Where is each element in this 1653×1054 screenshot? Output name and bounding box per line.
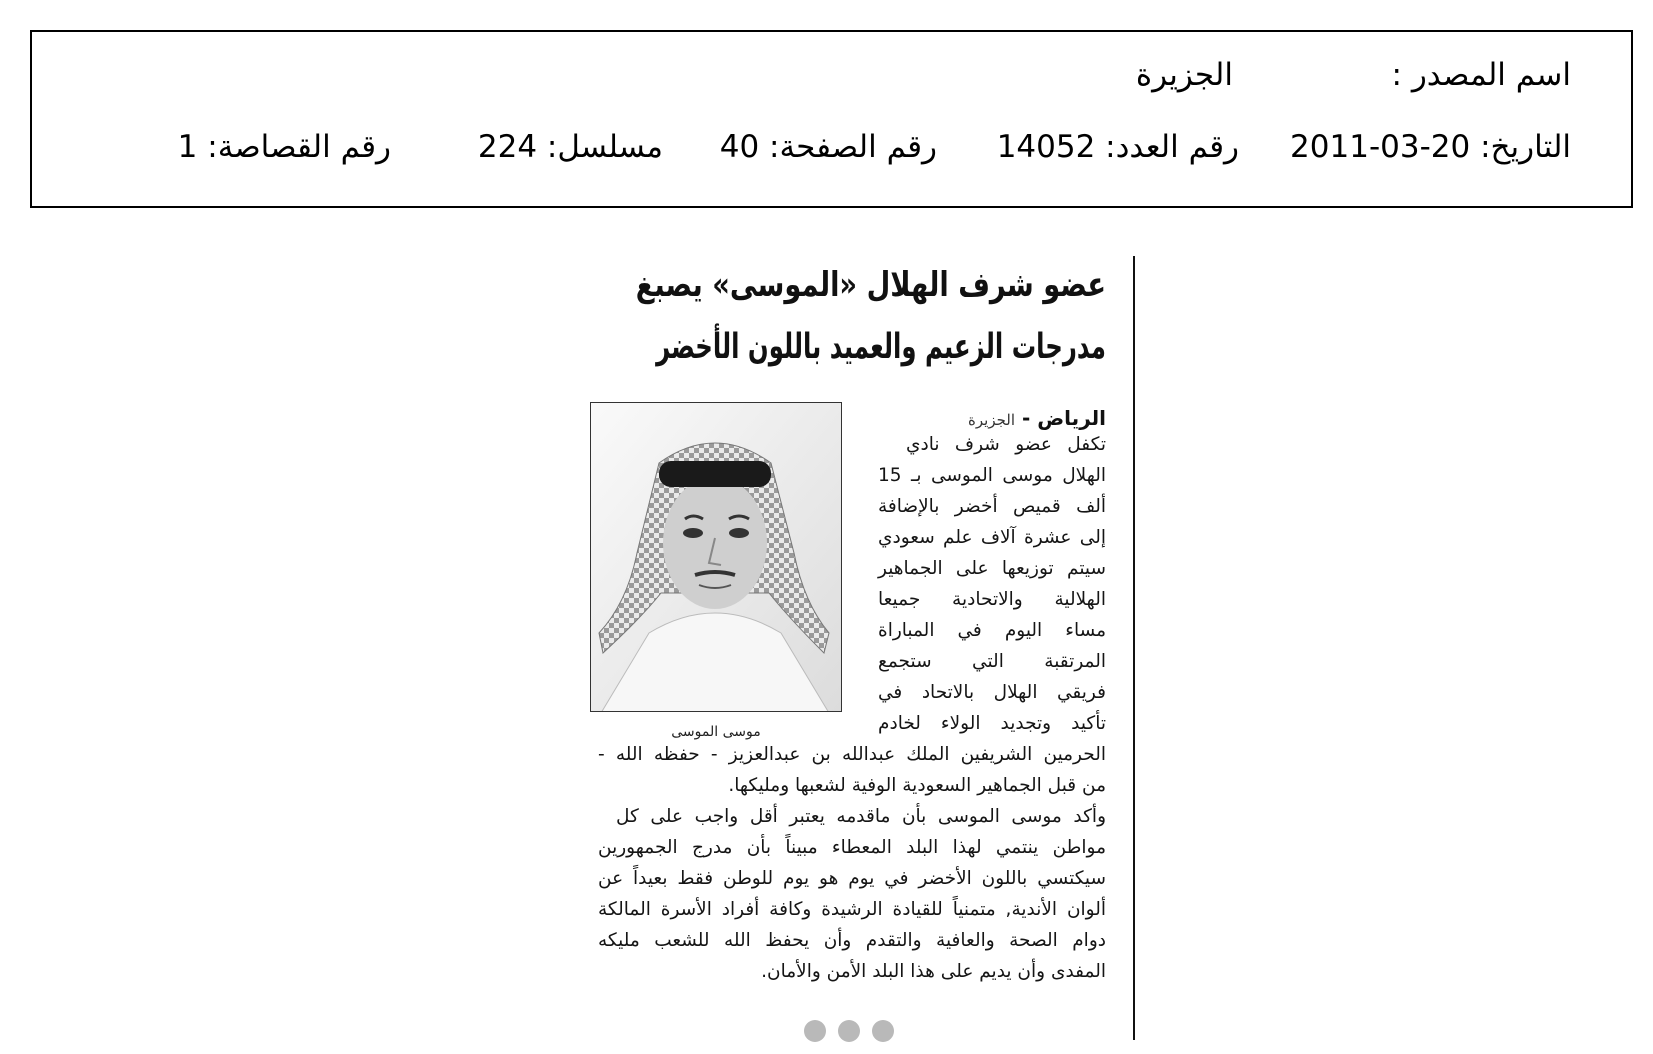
column-line-6: الهلالية والاتحادية جميعا [878,589,1106,610]
article-line-7: دوام الصحة والعافية والتقدم وأن يحفظ الله للشعب مليكه [598,930,1106,951]
column-line-1: تكفل عضو شرف نادي [906,434,1106,455]
column-rule [1133,256,1135,1040]
portrait-photo [590,402,842,712]
end-dot [804,1020,826,1042]
end-of-article-dots [798,1020,900,1046]
article-line-6: ألوان الأندية, متمنياً للقيادة الرشيدة وكافة أفراد الأسرة المالكة [598,899,1106,920]
clipping-header-box [30,30,1633,208]
column-line-3: ألف قميص أخضر بالإضافة [878,496,1106,517]
serial-field: مسلسل: 224 [477,129,663,165]
column-line-5: سيتم توزيعها على الجماهير [878,558,1106,579]
article-line-4: مواطن ينتمي لهذا البلد المعطاء مبيناً بأن مدرج الجمهورين [598,837,1106,858]
date-field: التاريخ: 20-03-2011 [1290,129,1571,165]
end-dot [838,1020,860,1042]
clip-number-field: رقم القصاصة: 1 [177,129,391,165]
article-line-8: المفدى وأن يديم على هذا البلد الأمن والأمان. [761,961,1106,982]
issue-number-field: رقم العدد: 14052 [996,129,1239,165]
headline-line-1: عضو شرف الهلال «الموسى» يصبغ [635,265,1106,305]
article-line-1: الحرمين الشريفين الملك عبدالله بن عبدالعزيز - حفظه الله - [598,744,1106,765]
column-line-7: مساء اليوم في المباراة [878,620,1106,641]
dateline [968,406,1106,430]
column-line-9: فريقي الهلال بالاتحاد في [878,682,1106,703]
source-label: اسم المصدر : [1391,57,1571,93]
headline-line-2: مدرجات الزعيم والعميد باللون الأخضر [656,327,1106,367]
portrait-illustration [590,403,841,712]
news-article [590,256,1106,1046]
column-line-10: تأكيد وتجديد الولاء لخادم [878,713,1106,734]
article-line-5: سيكتسي باللون الأخضر في يوم هو يوم للوطن فقط بعيداً عن [598,868,1106,889]
article-line-3: وأكد موسى الموسى بأن ماقدمه يعتبر أقل واجب على كل [616,806,1106,827]
source-value: الجزيرة [1135,57,1233,93]
photo-caption: موسى الموسى [671,724,761,740]
column-line-8: المرتقبة التي ستجمع [878,651,1106,672]
dateline-paper: الجزيرة [968,411,1016,429]
end-dot [872,1020,894,1042]
page-number-field: رقم الصفحة: 40 [719,129,937,165]
column-line-2: الهلال موسى الموسى بـ 15 [878,465,1106,486]
article-line-2: من قبل الجماهير السعودية الوفية لشعبها ومليكها. [728,775,1106,796]
dateline-city: الرياض - [1022,406,1106,430]
column-line-4: إلى عشرة آلاف علم سعودي [878,527,1106,548]
